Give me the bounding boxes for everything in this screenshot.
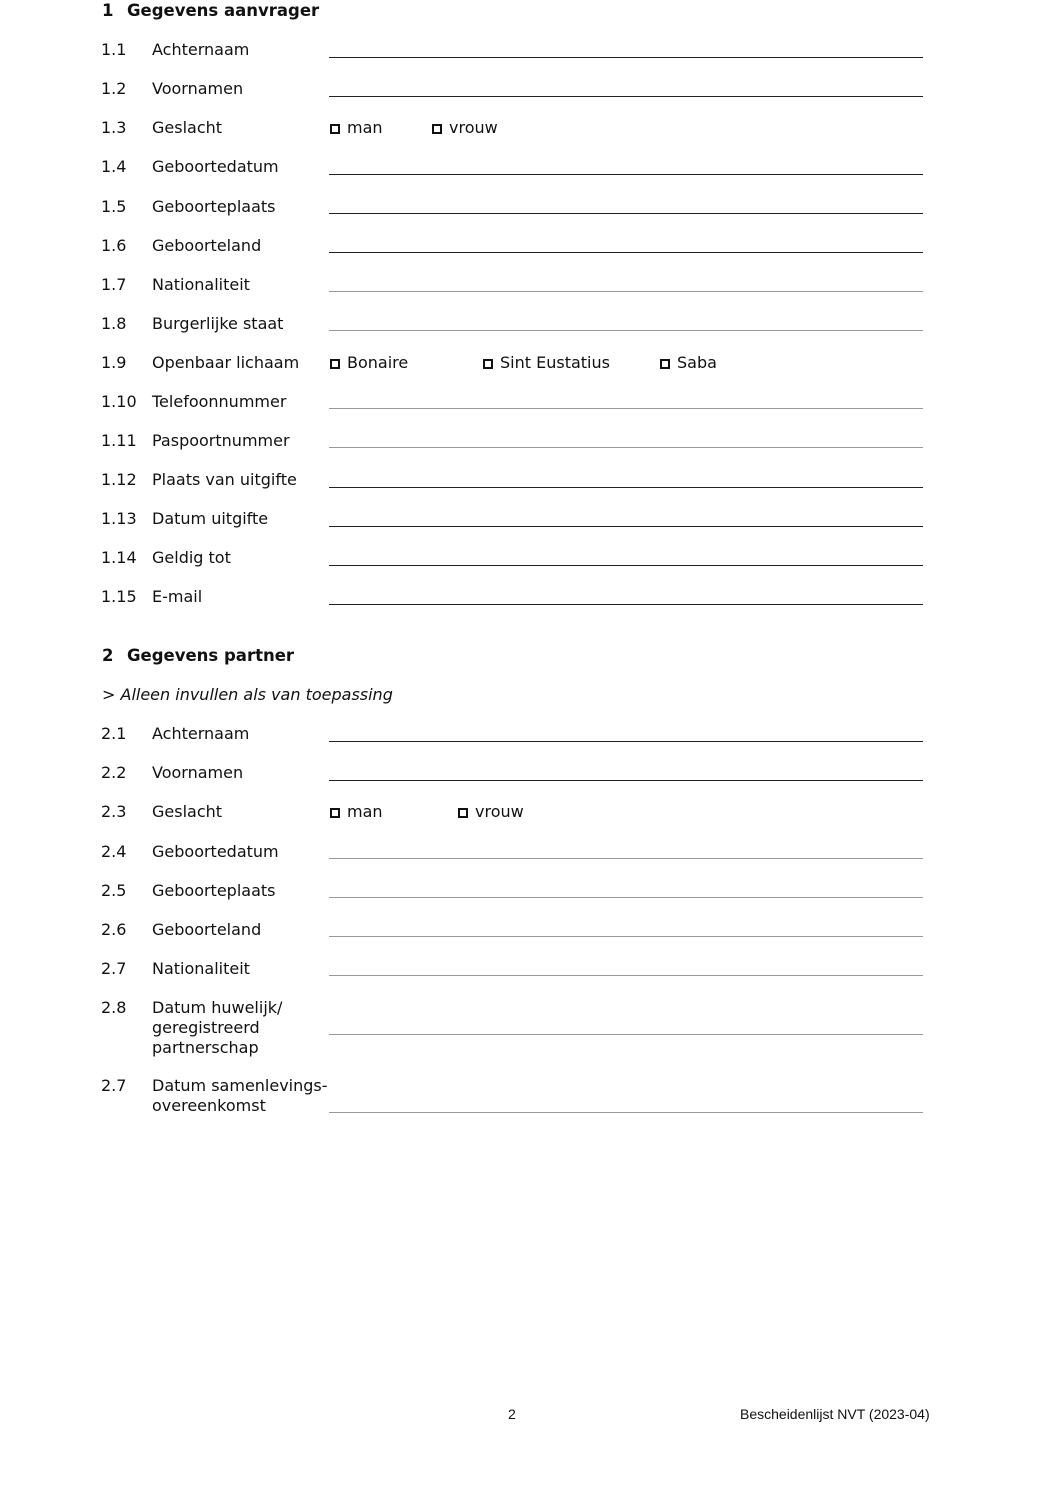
field-label: Geboorteland xyxy=(152,920,262,939)
field-label: Geslacht xyxy=(152,802,223,821)
field-number: 1.6 xyxy=(101,236,127,255)
field-label-line: overeenkomst xyxy=(152,1096,266,1115)
field-number: 2.8 xyxy=(101,998,127,1017)
field-number: 2.3 xyxy=(101,802,127,821)
checkbox-icon[interactable] xyxy=(330,124,340,134)
field-number: 1.11 xyxy=(101,431,137,450)
checkbox-label: vrouw xyxy=(449,118,498,137)
field-label: Burgerlijke staat xyxy=(152,314,284,333)
checkbox-sint-eustatius[interactable] xyxy=(483,353,610,372)
field-number: 1.7 xyxy=(101,275,127,294)
field-number: 1.14 xyxy=(101,548,137,567)
field-number: 1.3 xyxy=(101,118,127,137)
checkbox-label: Saba xyxy=(677,353,717,372)
nationaliteit-input-line[interactable] xyxy=(329,291,923,292)
field-number: 2.7 xyxy=(101,1076,127,1095)
telefoonnummer-input-line[interactable] xyxy=(329,408,923,409)
checkbox-saba[interactable] xyxy=(660,353,717,372)
geboorteland-input-line[interactable] xyxy=(329,252,923,253)
checkbox-icon[interactable] xyxy=(483,359,493,369)
partner-achternaam-input-line[interactable] xyxy=(329,741,923,742)
section-1-heading: Gegevens aanvrager xyxy=(127,1,320,20)
checkbox-bonaire[interactable] xyxy=(330,353,408,372)
field-label: Achternaam xyxy=(152,40,250,59)
voornamen-input-line[interactable] xyxy=(329,96,923,97)
field-label: Geslacht xyxy=(152,118,223,137)
checkbox-label: man xyxy=(347,802,383,821)
field-label: E-mail xyxy=(152,587,203,606)
burgerlijke-staat-input-line[interactable] xyxy=(329,330,923,331)
partner-checkbox-man[interactable] xyxy=(330,802,383,821)
checkbox-man[interactable] xyxy=(330,118,383,137)
field-number: 2.2 xyxy=(101,763,127,782)
field-label-multiline xyxy=(152,998,282,1058)
field-number: 1.8 xyxy=(101,314,127,333)
checkbox-icon[interactable] xyxy=(330,808,340,818)
field-label: Nationaliteit xyxy=(152,275,250,294)
field-label-line: Datum samenlevings- xyxy=(152,1076,328,1095)
checkbox-label: Bonaire xyxy=(347,353,409,372)
section-2-heading: Gegevens partner xyxy=(127,646,295,665)
section-1-number: 1 xyxy=(102,1,114,20)
checkbox-icon[interactable] xyxy=(660,359,670,369)
field-label: Geboortedatum xyxy=(152,157,279,176)
section-1-title xyxy=(102,1,319,20)
section-2-title xyxy=(102,646,294,665)
field-number: 1.10 xyxy=(101,392,137,411)
checkbox-icon[interactable] xyxy=(432,124,442,134)
partner-nationaliteit-input-line[interactable] xyxy=(329,975,923,976)
field-label: Voornamen xyxy=(152,79,244,98)
field-number: 1.4 xyxy=(101,157,127,176)
checkbox-label: man xyxy=(347,118,383,137)
field-label: Nationaliteit xyxy=(152,959,250,978)
field-label: Telefoonnummer xyxy=(152,392,287,411)
partner-datum-huwelijk-input-line[interactable] xyxy=(329,1034,923,1035)
partner-geboorteplaats-input-line[interactable] xyxy=(329,897,923,898)
checkbox-vrouw[interactable] xyxy=(432,118,498,137)
field-number: 2.4 xyxy=(101,842,127,861)
geldig-tot-input-line[interactable] xyxy=(329,565,923,566)
field-label: Geboorteland xyxy=(152,236,262,255)
field-number: 1.2 xyxy=(101,79,127,98)
field-number: 2.6 xyxy=(101,920,127,939)
checkbox-label: Sint Eustatius xyxy=(500,353,610,372)
field-label: Achternaam xyxy=(152,724,250,743)
field-label: Paspoortnummer xyxy=(152,431,290,450)
field-label: Geboortedatum xyxy=(152,842,279,861)
checkbox-label: vrouw xyxy=(475,802,524,821)
checkbox-icon[interactable] xyxy=(458,808,468,818)
field-number: 1.13 xyxy=(101,509,137,528)
field-number: 1.9 xyxy=(101,353,127,372)
datum-uitgifte-input-line[interactable] xyxy=(329,526,923,527)
geboortedatum-input-line[interactable] xyxy=(329,174,923,175)
achternaam-input-line[interactable] xyxy=(329,57,923,58)
partner-checkbox-vrouw[interactable] xyxy=(458,802,524,821)
partner-geboortedatum-input-line[interactable] xyxy=(329,858,923,859)
field-label: Geldig tot xyxy=(152,548,231,567)
field-label: Plaats van uitgifte xyxy=(152,470,297,489)
field-number: 2.5 xyxy=(101,881,127,900)
partner-geboorteland-input-line[interactable] xyxy=(329,936,923,937)
field-number: 1.5 xyxy=(101,197,127,216)
field-number: 2.7 xyxy=(101,959,127,978)
field-label: Voornamen xyxy=(152,763,244,782)
section-2-note: > Alleen invullen als van toepassing xyxy=(102,685,393,704)
field-label: Geboorteplaats xyxy=(152,197,276,216)
field-label-multiline xyxy=(152,1076,328,1116)
field-number: 1.12 xyxy=(101,470,137,489)
section-2-number: 2 xyxy=(102,646,114,665)
partner-voornamen-input-line[interactable] xyxy=(329,780,923,781)
checkbox-icon[interactable] xyxy=(330,359,340,369)
field-number: 1.15 xyxy=(101,587,137,606)
field-label-line: geregistreerd xyxy=(152,1018,260,1037)
field-number: 2.1 xyxy=(101,724,127,743)
partner-datum-samenlevingsovereenkomst-input-line[interactable] xyxy=(329,1112,923,1113)
field-label: Openbaar lichaam xyxy=(152,353,300,372)
field-label: Datum uitgifte xyxy=(152,509,269,528)
plaats-van-uitgifte-input-line[interactable] xyxy=(329,487,923,488)
paspoortnummer-input-line[interactable] xyxy=(329,447,923,448)
geboorteplaats-input-line[interactable] xyxy=(329,213,923,214)
field-label-line: partnerschap xyxy=(152,1038,259,1057)
field-number: 1.1 xyxy=(101,40,127,59)
footer-page-number: 2 xyxy=(508,1406,516,1422)
field-label: Geboorteplaats xyxy=(152,881,276,900)
field-label-line: Datum huwelijk/ xyxy=(152,998,283,1017)
footer-document-id: Bescheidenlijst NVT (2023-04) xyxy=(740,1406,930,1422)
e-mail-input-line[interactable] xyxy=(329,604,923,605)
